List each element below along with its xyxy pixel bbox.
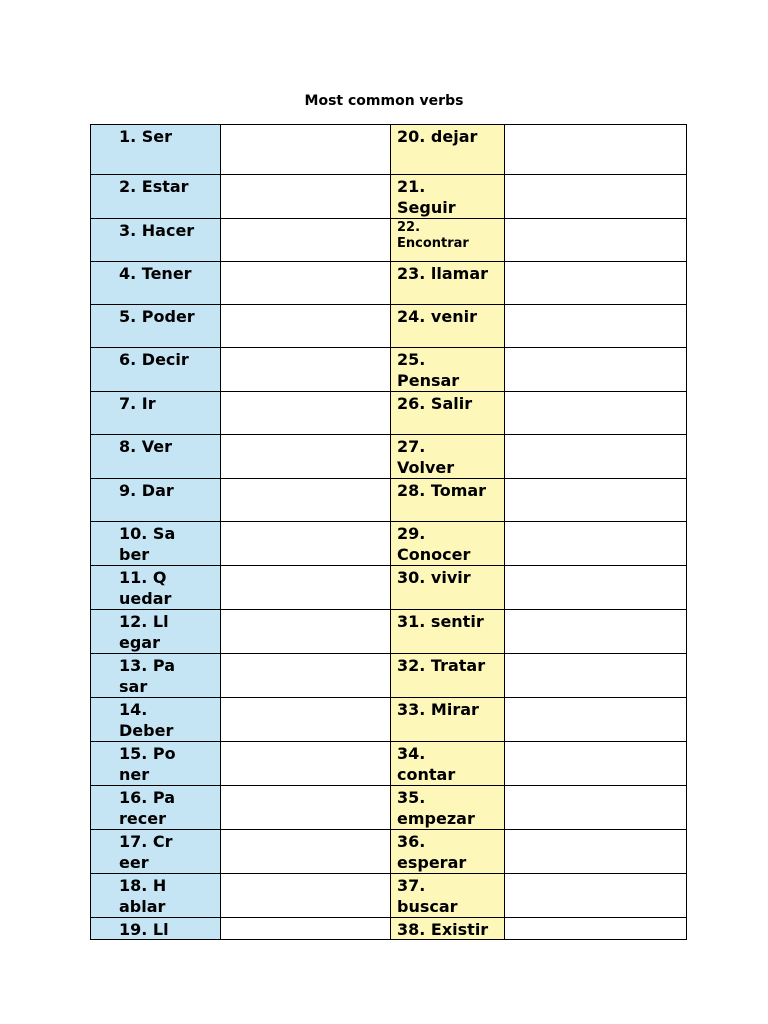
verb-cell-right — [391, 522, 505, 566]
verb-label: 21. Seguir — [397, 177, 456, 217]
answer-cell-right[interactable] — [505, 219, 687, 262]
table-row — [91, 392, 687, 435]
table-row — [91, 830, 687, 874]
verb-label: 9. Dar — [119, 481, 174, 500]
verb-label: 2. Estar — [119, 177, 189, 196]
answer-cell-right[interactable] — [505, 522, 687, 566]
verb-label: 4. Tener — [119, 264, 192, 283]
verb-cell-right — [391, 175, 505, 219]
verb-label: 35. empezar — [397, 788, 475, 828]
verb-cell-left — [91, 125, 221, 175]
answer-cell-left[interactable] — [221, 348, 391, 392]
answer-cell-left[interactable] — [221, 175, 391, 219]
verb-label: 10. Sa ber — [119, 524, 176, 564]
answer-cell-right[interactable] — [505, 175, 687, 219]
table-row — [91, 786, 687, 830]
answer-cell-left[interactable] — [221, 522, 391, 566]
verb-label: 1. Ser — [119, 127, 173, 146]
verb-label: 20. dejar — [397, 127, 478, 146]
verb-cell-right — [391, 786, 505, 830]
table-row — [91, 874, 687, 918]
table-row — [91, 219, 687, 262]
verb-label: 22. Encontrar — [397, 220, 469, 251]
verb-cell-left — [91, 610, 221, 654]
verb-label: 29. Conocer — [397, 524, 471, 564]
answer-cell-right[interactable] — [505, 786, 687, 830]
verb-label: 5. Poder — [119, 307, 195, 326]
table-row — [91, 435, 687, 479]
verb-label: 17. Cr eer — [119, 832, 173, 872]
verb-cell-left — [91, 262, 221, 305]
verb-cell-right — [391, 305, 505, 348]
verb-label: 33. Mirar — [397, 700, 479, 719]
answer-cell-right[interactable] — [505, 262, 687, 305]
answer-cell-left[interactable] — [221, 305, 391, 348]
table-row — [91, 742, 687, 786]
verb-cell-left — [91, 305, 221, 348]
page-title: Most common verbs — [304, 93, 464, 109]
verb-cell-left — [91, 918, 221, 940]
table-row — [91, 522, 687, 566]
verb-cell-right — [391, 742, 505, 786]
answer-cell-right[interactable] — [505, 435, 687, 479]
table-row — [91, 610, 687, 654]
answer-cell-left[interactable] — [221, 786, 391, 830]
answer-cell-right[interactable] — [505, 125, 687, 175]
verb-label: 38. Existir — [397, 920, 489, 939]
verb-cell-right — [391, 654, 505, 698]
verb-label: 24. venir — [397, 307, 477, 326]
answer-cell-left[interactable] — [221, 654, 391, 698]
verb-cell-right — [391, 918, 505, 940]
answer-cell-left[interactable] — [221, 874, 391, 918]
verb-cell-right — [391, 262, 505, 305]
answer-cell-right[interactable] — [505, 742, 687, 786]
verb-cell-right — [391, 610, 505, 654]
answer-cell-left[interactable] — [221, 479, 391, 522]
verb-cell-right — [391, 435, 505, 479]
verb-label: 12. Ll egar — [119, 612, 169, 652]
answer-cell-left[interactable] — [221, 566, 391, 610]
verb-cell-left — [91, 566, 221, 610]
verb-cell-left — [91, 522, 221, 566]
verb-cell-left — [91, 654, 221, 698]
answer-cell-right[interactable] — [505, 566, 687, 610]
answer-cell-right[interactable] — [505, 918, 687, 940]
verb-label: 34. contar — [397, 744, 456, 784]
answer-cell-left[interactable] — [221, 918, 391, 940]
verb-cell-left — [91, 479, 221, 522]
verb-label: 8. Ver — [119, 437, 173, 456]
verb-cell-right — [391, 479, 505, 522]
verb-cell-right — [391, 874, 505, 918]
answer-cell-left[interactable] — [221, 219, 391, 262]
verb-label: 16. Pa recer — [119, 788, 176, 828]
answer-cell-left[interactable] — [221, 262, 391, 305]
answer-cell-left[interactable] — [221, 610, 391, 654]
verb-cell-left — [91, 830, 221, 874]
verb-cell-right — [391, 698, 505, 742]
answer-cell-right[interactable] — [505, 830, 687, 874]
verb-label: 36. esperar — [397, 832, 467, 872]
verb-label: 30. vivir — [397, 568, 471, 587]
verb-cell-left — [91, 874, 221, 918]
verb-label: 13. Pa sar — [119, 656, 176, 696]
verb-cell-left — [91, 392, 221, 435]
verb-label: 19. Ll — [119, 920, 169, 939]
answer-cell-right[interactable] — [505, 348, 687, 392]
table-row — [91, 918, 687, 940]
answer-cell-right[interactable] — [505, 392, 687, 435]
table-row — [91, 175, 687, 219]
verb-label: 18. H ablar — [119, 876, 167, 916]
table-row — [91, 305, 687, 348]
verb-label: 32. Tratar — [397, 656, 486, 675]
verb-label: 15. Po ner — [119, 744, 176, 784]
answer-cell-left[interactable] — [221, 435, 391, 479]
verb-label: 14. Deber — [119, 700, 174, 740]
verb-cell-right — [391, 830, 505, 874]
verb-cell-left — [91, 786, 221, 830]
verb-label: 23. llamar — [397, 264, 489, 283]
verb-cell-left — [91, 219, 221, 262]
verb-label: 3. Hacer — [119, 221, 195, 240]
answer-cell-right[interactable] — [505, 654, 687, 698]
table-row — [91, 698, 687, 742]
verb-cell-right — [391, 348, 505, 392]
answer-cell-right[interactable] — [505, 610, 687, 654]
answer-cell-left[interactable] — [221, 742, 391, 786]
answer-cell-left[interactable] — [221, 698, 391, 742]
answer-cell-right[interactable] — [505, 874, 687, 918]
verb-cell-left — [91, 348, 221, 392]
verb-label: 11. Q uedar — [119, 568, 172, 608]
verb-cell-right — [391, 392, 505, 435]
answer-cell-right[interactable] — [505, 698, 687, 742]
verb-label: 26. Salir — [397, 394, 473, 413]
verb-cell-right — [391, 125, 505, 175]
answer-cell-right[interactable] — [505, 479, 687, 522]
verb-cell-right — [391, 566, 505, 610]
verb-label: 6. Decir — [119, 350, 189, 369]
verb-label: 31. sentir — [397, 612, 484, 631]
table-row — [91, 262, 687, 305]
answer-cell-left[interactable] — [221, 830, 391, 874]
verb-label: 27. Volver — [397, 437, 455, 477]
verbs-table — [90, 124, 687, 940]
table-row — [91, 479, 687, 522]
verb-label: 7. Ir — [119, 394, 156, 413]
table-row — [91, 125, 687, 175]
table-row — [91, 348, 687, 392]
verb-cell-left — [91, 175, 221, 219]
verb-label: 25. Pensar — [397, 350, 460, 390]
verb-label: 28. Tomar — [397, 481, 487, 500]
table-row — [91, 654, 687, 698]
verb-cell-right — [391, 219, 505, 262]
verb-cell-left — [91, 742, 221, 786]
answer-cell-left[interactable] — [221, 392, 391, 435]
verb-label: 37. buscar — [397, 876, 458, 916]
verb-cell-left — [91, 435, 221, 479]
answer-cell-left[interactable] — [221, 125, 391, 175]
verb-cell-left — [91, 698, 221, 742]
answer-cell-right[interactable] — [505, 305, 687, 348]
table-row — [91, 566, 687, 610]
